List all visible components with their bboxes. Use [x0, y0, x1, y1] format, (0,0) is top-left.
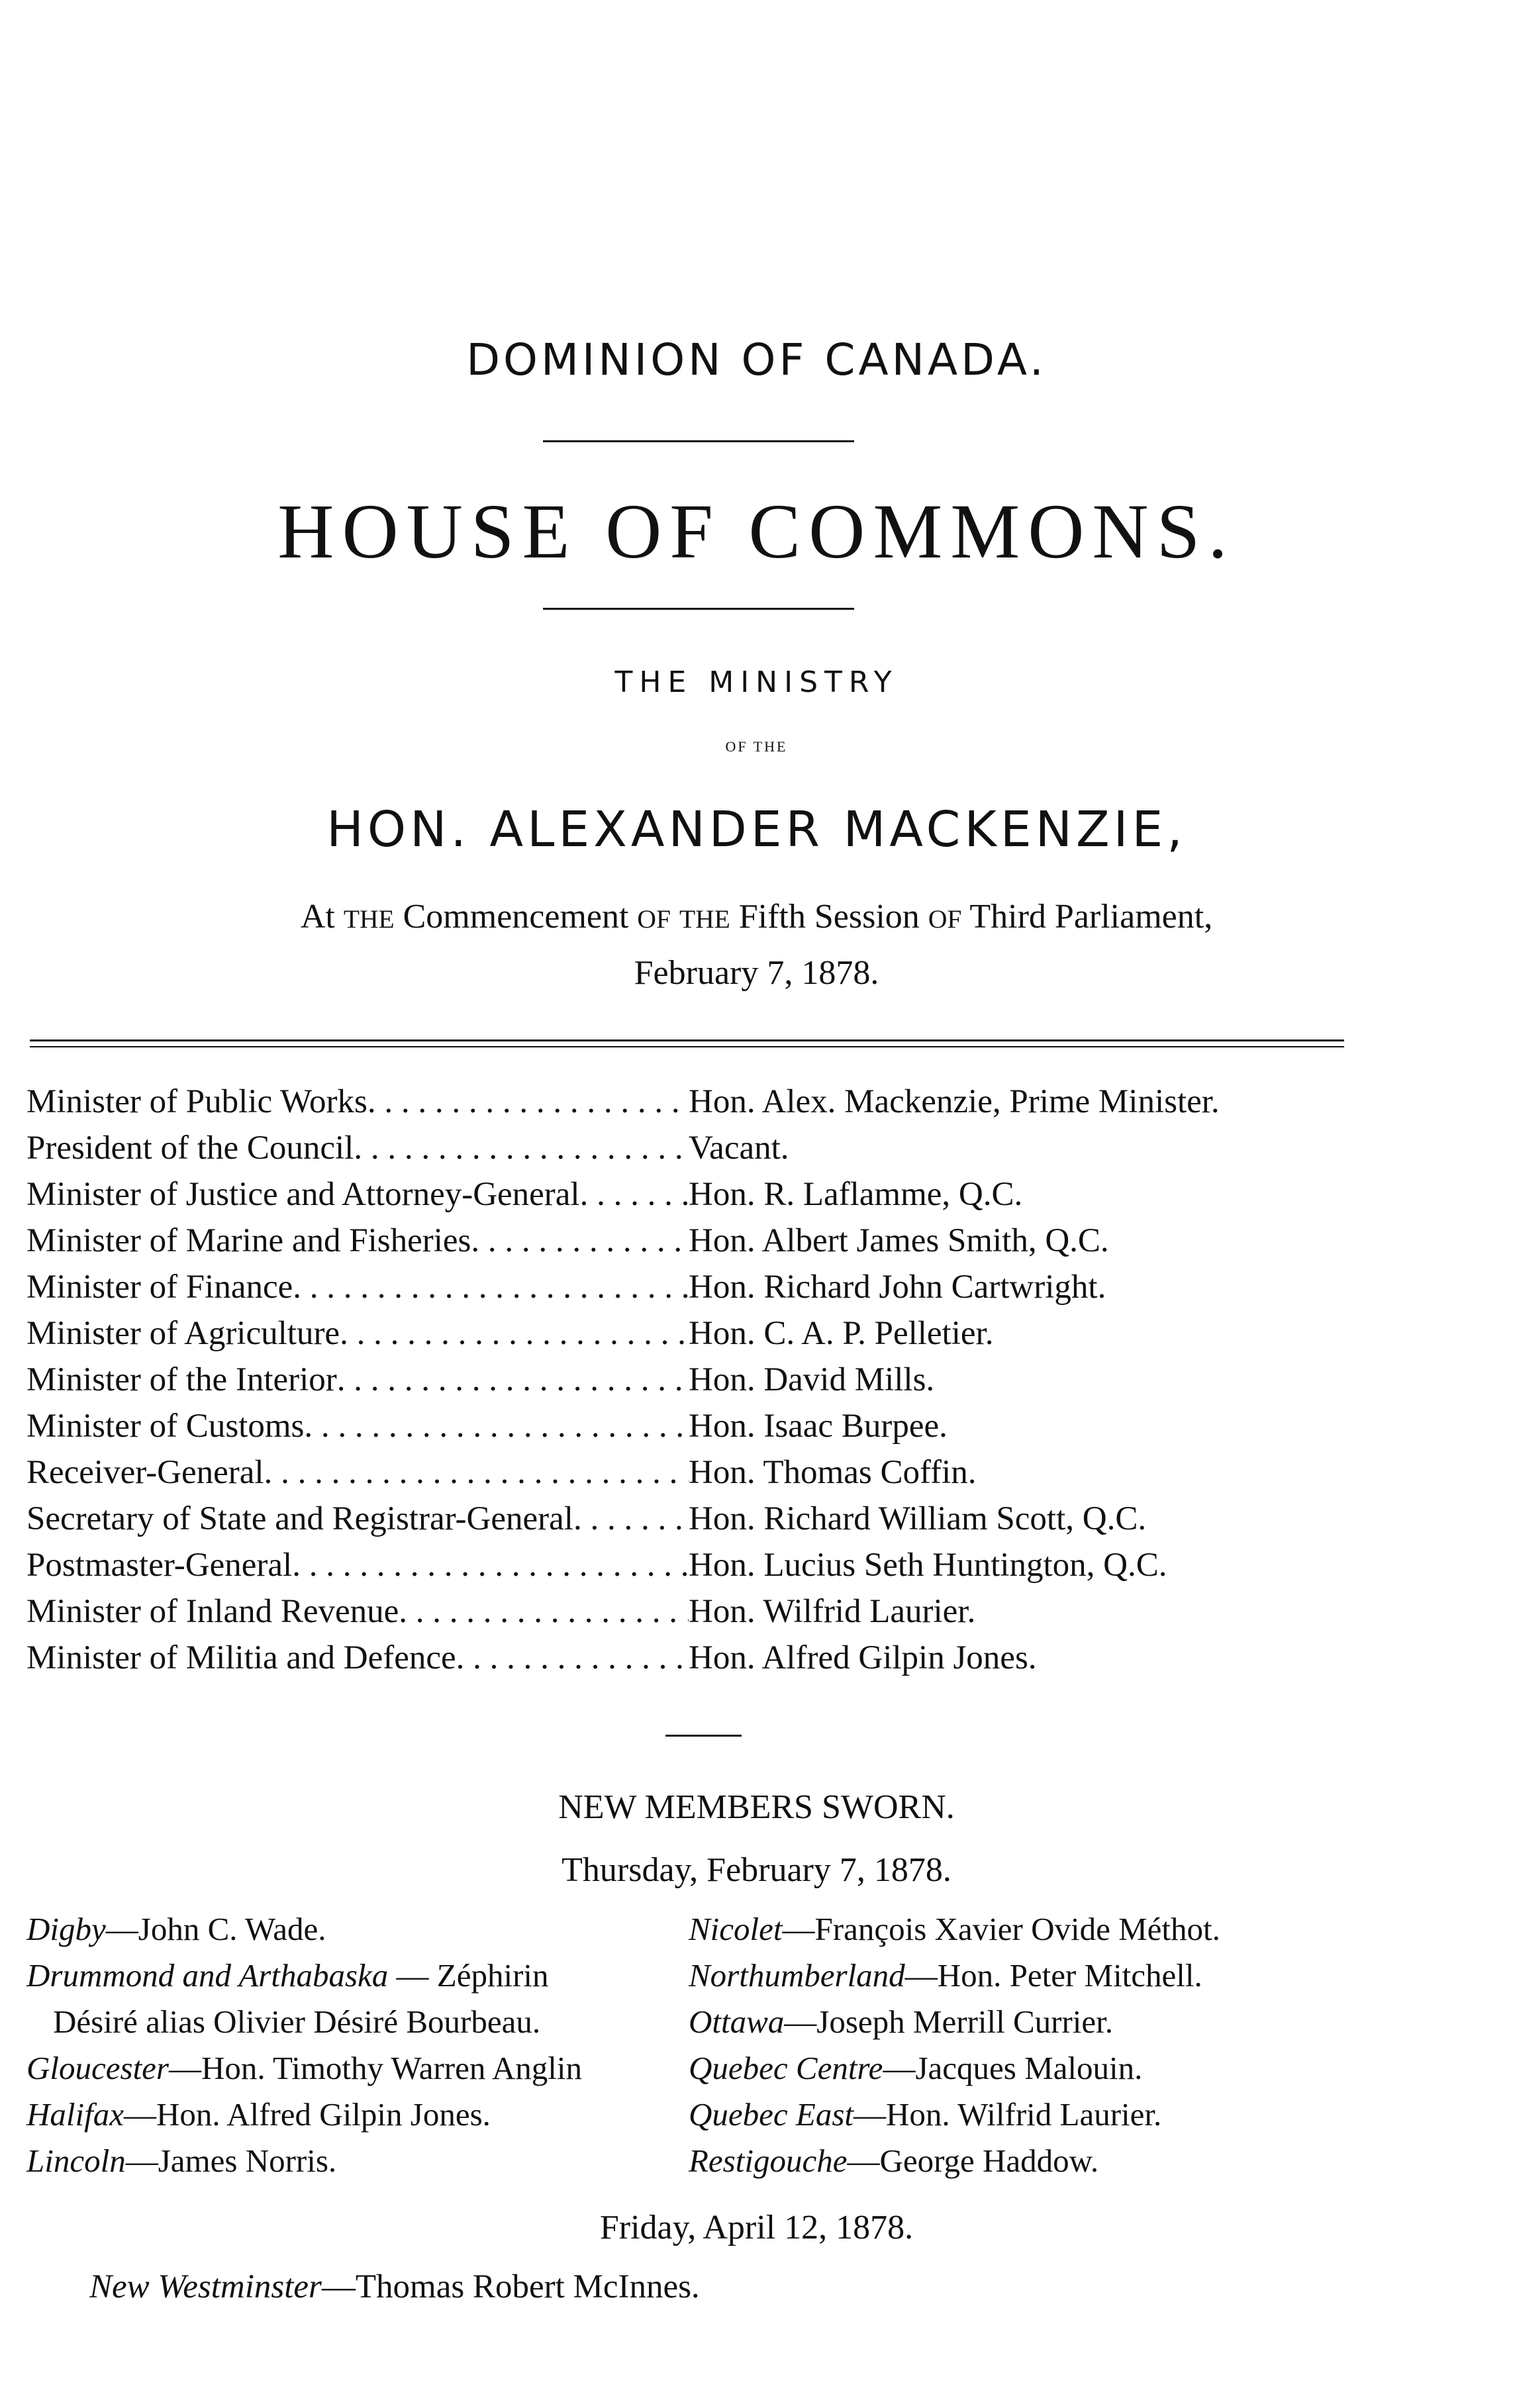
divider-rule — [543, 608, 854, 610]
dot-leader — [354, 1129, 689, 1167]
sworn-right-column — [689, 1910, 1483, 2188]
office-cell — [26, 1083, 689, 1121]
office-name: Minister of Agriculture — [26, 1315, 340, 1352]
office-name: Minister of Finance — [26, 1269, 293, 1306]
office-holder: Hon. Richard John Cartwright. — [689, 1269, 1106, 1306]
sworn-entry — [26, 1956, 689, 2003]
riding-name: Northumberland — [689, 1957, 905, 1994]
office-holder: Hon. Lucius Seth Huntington, Q.C. — [689, 1547, 1167, 1584]
dot-leader — [292, 1546, 689, 1584]
ministry-row — [26, 1639, 1503, 1685]
double-rule-bottom — [30, 1046, 1344, 1047]
office-holder: Hon. Wilfrid Laurier. — [689, 1593, 976, 1630]
ministry-row — [26, 1222, 1503, 1268]
office-cell — [26, 1592, 689, 1631]
session-date: February 7, 1878. — [634, 954, 879, 992]
office-name: Minister of Militia and Defence — [26, 1639, 456, 1676]
member-name: —Joseph Merrill Currier. — [784, 2003, 1114, 2040]
session-word: OF — [637, 904, 671, 934]
ministry-heading: THE MINISTRY — [614, 665, 899, 699]
ministry-list — [26, 1083, 1503, 1685]
session-word: Session — [814, 898, 920, 936]
office-name: Secretary of State and Registrar-General — [26, 1500, 573, 1537]
ministry-row — [26, 1314, 1503, 1361]
office-name: Minister of Marine and Fisheries — [26, 1222, 471, 1259]
session-word: THE — [679, 904, 730, 934]
ministry-row — [26, 1083, 1503, 1129]
sworn-entry — [26, 2049, 689, 2095]
member-name: —George Haddow. — [847, 2143, 1099, 2179]
dot-leader — [340, 1314, 689, 1353]
member-name: —Hon. Peter Mitchell. — [904, 1957, 1202, 1994]
ministry-row — [26, 1453, 1503, 1500]
session-word: THE — [343, 904, 395, 934]
dominion-title: DOMINION OF CANADA. — [466, 334, 1047, 385]
session-word: Parliament, — [1054, 898, 1213, 936]
office-name: Minister of the Interior — [26, 1361, 337, 1398]
new-members-heading: NEW MEMBERS SWORN. — [558, 1788, 955, 1826]
office-holder: Hon. Isaac Burpee. — [689, 1408, 948, 1445]
ministry-row — [26, 1268, 1503, 1314]
member-name: —Jacques Malouin. — [883, 2050, 1143, 2086]
member-name: —James Norris. — [125, 2143, 337, 2179]
office-name: Minister of Public Works — [26, 1083, 367, 1120]
office-cell — [26, 1407, 689, 1445]
office-cell — [26, 1453, 689, 1492]
dot-leader — [573, 1500, 689, 1538]
riding-name: Halifax — [26, 2096, 124, 2133]
office-name: Postmaster-General — [26, 1547, 293, 1584]
riding-name: Gloucester — [26, 2050, 169, 2086]
sworn-entry — [26, 2142, 689, 2188]
sworn-entry — [689, 2003, 1483, 2049]
of-the-label: OF THE — [725, 738, 788, 755]
office-name: Receiver-General — [26, 1454, 264, 1491]
office-name: Minister of Justice and Attorney-General — [26, 1176, 580, 1213]
sworn-left-column — [26, 1910, 689, 2188]
session-word: Fifth — [738, 898, 806, 936]
dot-leader — [304, 1407, 689, 1445]
divider-rule — [665, 1735, 742, 1737]
riding-name: Quebec East — [689, 2096, 854, 2133]
friday-date: Friday, April 12, 1878. — [599, 2209, 914, 2246]
member-name: —Hon. Alfred Gilpin Jones. — [123, 2096, 491, 2133]
dot-leader — [293, 1268, 689, 1306]
office-cell — [26, 1639, 689, 1677]
office-holder: Hon. David Mills. — [689, 1361, 935, 1398]
office-holder: Hon. Thomas Coffin. — [689, 1454, 977, 1491]
ministry-row — [26, 1500, 1503, 1546]
riding-name: Restigouche — [689, 2143, 848, 2179]
member-name: —François Xavier Ovide Méthot. — [782, 1911, 1220, 1947]
office-cell — [26, 1175, 689, 1214]
session-word: Commencement — [403, 898, 629, 936]
office-holder: Hon. Albert James Smith, Q.C. — [689, 1222, 1109, 1259]
office-cell — [26, 1222, 689, 1260]
sworn-entry — [689, 2142, 1483, 2188]
dot-leader — [471, 1222, 689, 1260]
dot-leader — [580, 1175, 689, 1214]
divider-rule — [543, 440, 854, 442]
sworn-entry — [26, 2095, 689, 2142]
sworn-entry — [26, 2003, 689, 2049]
dot-leader — [367, 1083, 689, 1121]
office-cell — [26, 1129, 689, 1167]
session-word: OF — [928, 904, 962, 934]
office-cell — [26, 1268, 689, 1306]
sworn-entry — [689, 2049, 1483, 2095]
riding-name: Ottawa — [689, 2003, 785, 2040]
riding-name: Drummond and Arthabaska — [26, 1957, 389, 1994]
office-holder: Hon. C. A. P. Pelletier. — [689, 1315, 994, 1352]
office-holder: Hon. Alex. Mackenzie, Prime Minister. — [689, 1083, 1220, 1120]
member-name: Désiré alias Olivier Désiré Bourbeau. — [53, 2003, 541, 2040]
sworn-entry — [26, 1910, 689, 1956]
office-cell — [26, 1500, 689, 1538]
riding-name: Nicolet — [689, 1911, 783, 1947]
ministry-row — [26, 1546, 1503, 1592]
ministry-row — [26, 1175, 1503, 1222]
office-name: Minister of Customs — [26, 1408, 305, 1445]
prime-minister-heading: HON. ALEXANDER MACKENZIE, — [326, 801, 1187, 858]
riding-name: Lincoln — [26, 2143, 126, 2179]
dot-leader — [337, 1361, 689, 1399]
new-westminster-entry — [89, 2268, 700, 2306]
ministry-row — [26, 1592, 1503, 1639]
ministry-row — [26, 1361, 1503, 1407]
member-name: —Thomas Robert McInnes. — [321, 2268, 700, 2305]
riding-name: Digby — [26, 1911, 106, 1947]
sworn-entry — [689, 1910, 1483, 1956]
office-name: Minister of Inland Revenue — [26, 1593, 399, 1630]
riding-name: Quebec Centre — [689, 2050, 883, 2086]
session-word: Third — [969, 898, 1046, 936]
member-name: — Zéphirin — [388, 1957, 549, 1994]
sworn-entry — [689, 2095, 1483, 2142]
office-holder: Hon. R. Laflamme, Q.C. — [689, 1176, 1023, 1213]
member-name: —Hon. Timothy Warren Anglin — [169, 2050, 583, 2086]
sworn-date: Thursday, February 7, 1878. — [561, 1851, 952, 1889]
office-cell — [26, 1314, 689, 1353]
member-name: —Hon. Wilfrid Laurier. — [854, 2096, 1162, 2133]
office-holder: Hon. Alfred Gilpin Jones. — [689, 1639, 1037, 1676]
office-name: President of the Council — [26, 1130, 354, 1167]
office-holder: Hon. Richard William Scott, Q.C. — [689, 1500, 1147, 1537]
dot-leader — [399, 1592, 689, 1631]
ministry-row — [26, 1407, 1503, 1453]
office-cell — [26, 1546, 689, 1584]
dot-leader — [456, 1639, 689, 1677]
office-cell — [26, 1361, 689, 1399]
riding-name: New Westminster — [89, 2268, 322, 2305]
dot-leader — [264, 1453, 689, 1492]
double-rule-top — [30, 1039, 1344, 1041]
session-line — [0, 897, 1513, 936]
member-name: —John C. Wade. — [105, 1911, 326, 1947]
house-of-commons-title: HOUSE OF COMMONS. — [277, 488, 1236, 575]
office-holder: Vacant. — [689, 1130, 789, 1167]
ministry-row — [26, 1129, 1503, 1175]
session-word: At — [300, 898, 335, 936]
sworn-entry — [689, 1956, 1483, 2003]
